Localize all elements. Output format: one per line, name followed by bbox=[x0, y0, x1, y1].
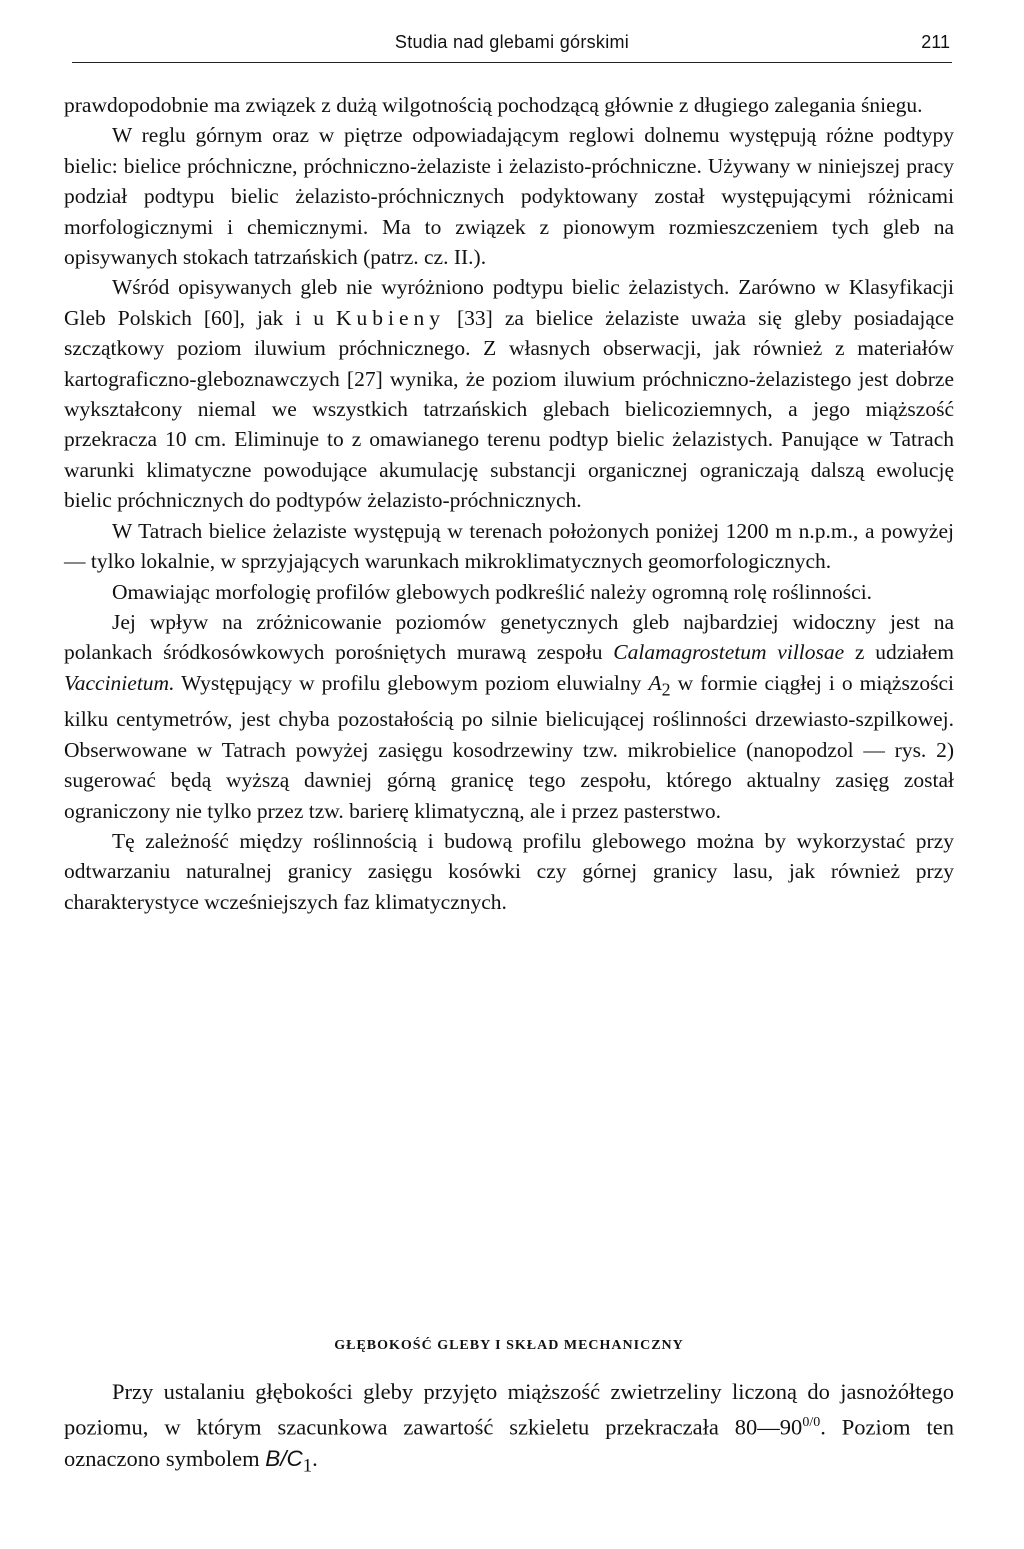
section-paragraph-part-c: . bbox=[312, 1445, 318, 1471]
paragraph-7: Tę zależność między roślinnością i budową profilu glebowego można by wykorzystać przy odtwarzaniu naturalnej granicy zasięgu kosówki czy górnej granicy lasu, jak również przy charakterystyce wcześniejszych faz klimatycznych. bbox=[64, 829, 954, 914]
paragraph-3-part-b: [33] za bielice żelaziste uważa się gleby posiadające szczątkowy poziom iluwium próchnicznego. Z własnych obserwacji, jak również z materiałów kartograficzno-gleboznawczych [27] wynika, że poziom iluwium próchniczno-żelazistego jest dobrze wykształcony niemal we wszystkich tatrzańskich glebach bielicoziemnych, a jego miąższość przekracza 10 cm. Eliminuje to z omawianego terenu podtyp bielic żelazistych. Panujące w Tatrach warunki klimatyczne powodujące akumulację substancji organicznej ograniczają dalszą ewolucję bielic próchnicznych do podtypów żelazisto-próchnicznych. bbox=[64, 305, 954, 513]
species-vaccinietum: Vaccinietum. bbox=[64, 670, 175, 695]
paragraph-1: prawdopodobnie ma związek z dużą wilgotnością pochodzącą głównie z długiego zalegania śniegu. bbox=[64, 93, 923, 117]
horizon-symbol-a: A bbox=[648, 670, 662, 695]
horizon-symbol-bc-subscript: 1 bbox=[302, 1455, 313, 1476]
species-calamagrostetum: Calamagrostetum villosae bbox=[613, 640, 845, 665]
page-number: 211 bbox=[921, 32, 950, 52]
paragraph-3-part-a: Wśród opisywanych gleb nie wyróżniono podtypu bielic żelazistych. Zarówno w Klasyfikacji Gleb Polskich [60], jak i u bbox=[64, 275, 954, 330]
paragraph-6 bbox=[64, 607, 954, 826]
paragraph-4: W Tatrach bielice żelaziste występują w terenach położonych poniżej 1200 m n.p.m., a powyżej — tylko lokalnie, w sprzyjających warunkach mikroklimatycznych geomorfologicznych. bbox=[64, 518, 954, 574]
section-text bbox=[64, 1376, 954, 1481]
horizon-symbol-subscript: 2 bbox=[661, 679, 671, 700]
paragraph-6-part-d: w formie ciągłej i o miąższości kilku centymetrów, jest chyba pozostałością po silnie bielicującej roślinności drzewiasto-szpilkowej. Obserwowane w Tatrach powyżej zasięgu kosodrzewiny tzw. mikrobielice (nanopodzol — rys. 2) sugerować będą wyższą dawniej górną granicę tego zespołu, którego aktualny zasięg został ograniczony nie tylko przez tzw. barierę klimatyczną, ale i przez pasterstwo. bbox=[64, 670, 955, 823]
section-paragraph-1 bbox=[64, 1376, 954, 1481]
paragraph-2: W reglu górnym oraz w piętrze odpowiadającym reglowi dolnemu występują różne podtypy bielic: bielice próchniczne, próchniczno-żelaziste i żelazisto-próchniczne. Używany w niniejszej pracy podział podtypu bielic żelazisto-próchnicznych podyktowany został występującymi różnicami morfologicznymi i chemicznymi. Ma to związek z pionowym rozmieszczeniem tych gleb na opisywanych stokach tatrzańskich (patrz. cz. II.). bbox=[64, 123, 954, 270]
author-name-kubieny: Kubieny bbox=[335, 305, 446, 330]
paragraph-6-part-b: z udziałem bbox=[844, 640, 954, 665]
running-header bbox=[72, 30, 952, 63]
paragraph-6-part-c: Występujący w profilu glebowym poziom eluwialny bbox=[174, 670, 649, 695]
running-title: Studia nad glebami górskimi bbox=[394, 32, 630, 52]
paragraph-3 bbox=[64, 272, 954, 515]
horizon-symbol-bc: B/C bbox=[265, 1445, 303, 1471]
percent-sign: 0/0 bbox=[802, 1415, 821, 1430]
paragraph-6-part-a: Jej wpływ na zróżnicowanie poziomów genetycznych gleb najbardziej widoczny jest na polankach śródkosówkowych porośniętych murawą zespołu bbox=[64, 609, 954, 665]
section-paragraph-part-a: Przy ustalaniu głębokości gleby przyjęto miąższość zwietrzeliny liczoną do jasnożółtego poziomu, w którym szacunkowa zawartość szkieletu przekraczała 80—90 bbox=[64, 1379, 954, 1440]
section-heading: GŁĘBOKOŚĆ GLEBY I SKŁAD MECHANICZNY bbox=[334, 1338, 684, 1353]
section-paragraph-part-b: . Poziom ten oznaczono symbolem bbox=[64, 1414, 954, 1471]
body-text bbox=[64, 90, 954, 917]
paragraph-5: Omawiając morfologię profilów glebowych podkreślić należy ogromną rolę roślinności. bbox=[112, 579, 873, 604]
